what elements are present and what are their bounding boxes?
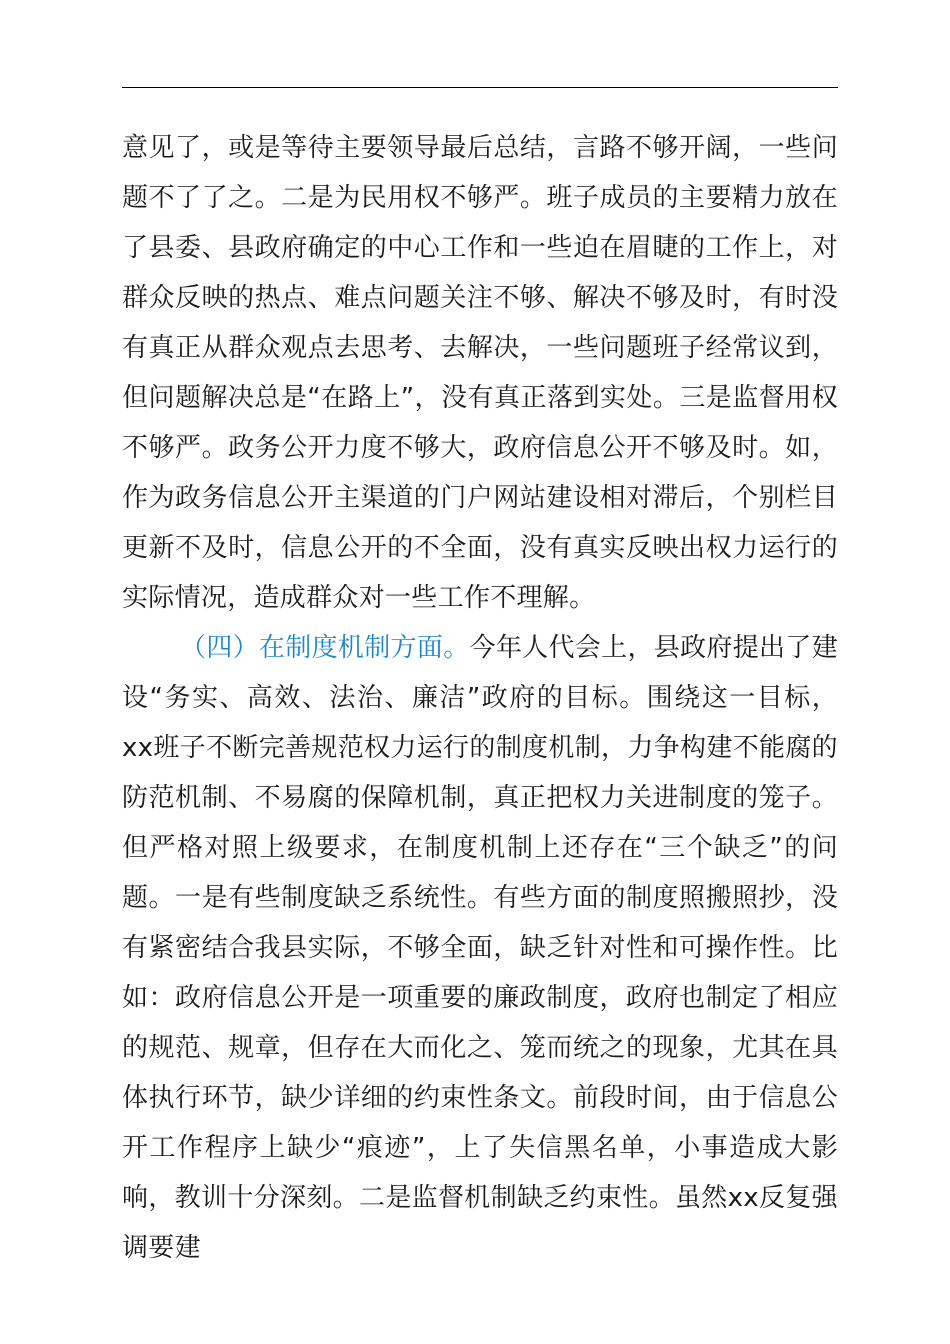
header-rule [122,87,838,88]
paragraph-section-4 [122,623,838,1273]
paragraph-continued: 意见了，或是等待主要领导最后总结，言路不够开阔，一些问题不了了之。二是为民用权不够严。班子成员的主要精力放在了县委、县政府确定的中心工作和一些迫在眉睫的工作上，对群众反映的热点、难点问题关注不够、解决不够及时，有时没有真正从群众观点去思考、去解决，一些问题班子经常议到，但问题解决总是“在路上”，没有真正落到实处。三是监督用权不够严。政务公开力度不够大，政府信息公开不够及时。如，作为政务信息公开主渠道的门户网站建设相对滞后，个别栏目更新不及时，信息公开的不全面，没有真实反映出权力运行的实际情况，造成群众对一些工作不理解。 [122,133,838,613]
section-4-heading: （四）在制度机制方面。 [180,633,470,663]
document-body [122,123,838,1273]
section-4-body: 今年人代会上，县政府提出了建设“务实、高效、法治、廉洁”政府的目标。围绕这一目标，xx班子不断完善规范权力运行的制度机制，力争构建不能腐的防范机制、不易腐的保障机制，真正把权力关进制度的笼子。但严格对照上级要求，在制度机制上还存在“三个缺乏”的问题。一是有些制度缺乏系统性。有些方面的制度照搬照抄，没有紧密结合我县实际，不够全面，缺乏针对性和可操作性。比如：政府信息公开是一项重要的廉政制度，政府也制定了相应的规范、规章，但存在大而化之、笼而统之的现象，尤其在具体执行环节，缺少详细的约束性条文。前段时间，由于信息公开工作程序上缺少“痕迹”，上了失信黑名单，小事造成大影响，教训十分深刻。二是监督机制缺乏约束性。虽然xx反复强调要建 [122,633,838,1263]
